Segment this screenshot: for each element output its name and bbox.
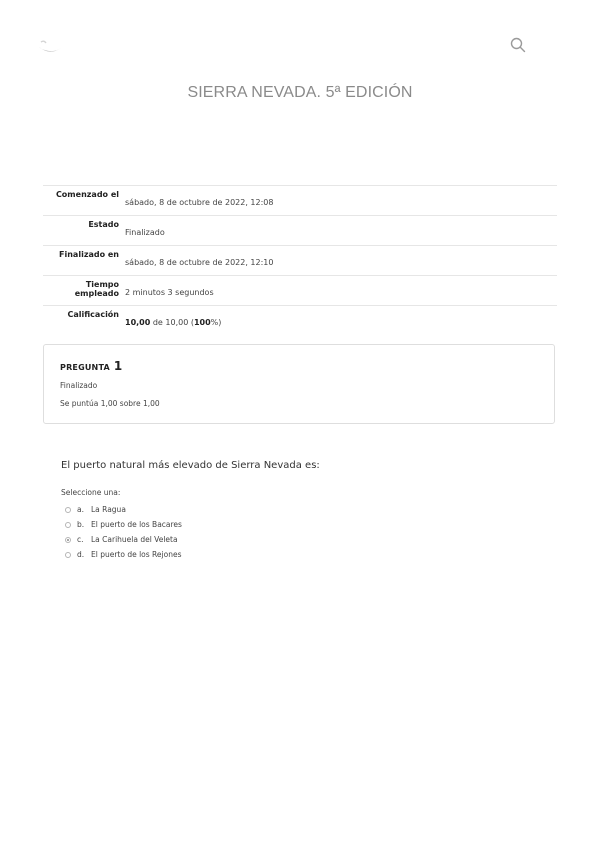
grade-end: %)	[210, 318, 222, 327]
question-heading	[60, 359, 122, 373]
summary-label: Finalizado en	[59, 250, 119, 259]
grade-mid: de 10,00 (	[150, 318, 194, 327]
summary-value: sábado, 8 de octubre de 2022, 12:10	[125, 258, 274, 267]
radio-button-selected[interactable]	[65, 537, 71, 543]
grade-value	[119, 306, 221, 335]
attempt-summary-table	[43, 185, 557, 335]
summary-label: Tiempo empleado	[74, 280, 119, 298]
summary-label: Calificación	[67, 310, 119, 319]
summary-row-grade	[43, 306, 557, 335]
option-letter: c.	[77, 535, 84, 544]
summary-row-started	[43, 186, 557, 216]
answer-options	[65, 502, 182, 562]
answer-option-a[interactable]	[65, 502, 182, 517]
option-text: La Ragua	[91, 505, 126, 514]
answer-option-d[interactable]	[65, 547, 182, 562]
question-info-card	[43, 344, 555, 424]
option-text: El puerto de los Bacares	[91, 520, 182, 529]
summary-value: sábado, 8 de octubre de 2022, 12:08	[125, 198, 274, 207]
option-letter: b.	[77, 520, 85, 529]
summary-value: 2 minutos 3 segundos	[125, 288, 214, 297]
option-text: La Carihuela del Veleta	[91, 535, 178, 544]
answer-option-c[interactable]	[65, 532, 182, 547]
option-letter: a.	[77, 505, 84, 514]
grade-score: 10,00	[125, 318, 151, 327]
summary-label: Estado	[88, 220, 119, 229]
radio-button[interactable]	[65, 522, 71, 528]
question-number: 1	[113, 359, 123, 373]
summary-row-finished	[43, 246, 557, 276]
summary-row-time-taken	[43, 276, 557, 306]
summary-label: Comenzado el	[55, 190, 119, 199]
summary-value: Finalizado	[125, 228, 165, 237]
radio-button[interactable]	[65, 507, 71, 513]
question-heading-label: PREGUNTA	[60, 363, 110, 372]
grade-percent: 100	[193, 318, 211, 327]
question-text: El puerto natural más elevado de Sierra Nevada es:	[61, 460, 320, 471]
option-text: El puerto de los Rejones	[91, 550, 182, 559]
answer-option-b[interactable]	[65, 517, 182, 532]
question-state: Finalizado	[60, 381, 98, 390]
answer-prompt: Seleccione una:	[61, 488, 121, 497]
site-logo-icon[interactable]	[36, 38, 64, 58]
page-title: SIERRA NEVADA. 5ª EDICIÓN	[187, 84, 413, 101]
option-letter: d.	[77, 550, 85, 559]
radio-button[interactable]	[65, 552, 71, 558]
search-icon[interactable]	[509, 36, 527, 54]
question-grade: Se puntúa 1,00 sobre 1,00	[60, 399, 160, 408]
summary-row-state	[43, 216, 557, 246]
